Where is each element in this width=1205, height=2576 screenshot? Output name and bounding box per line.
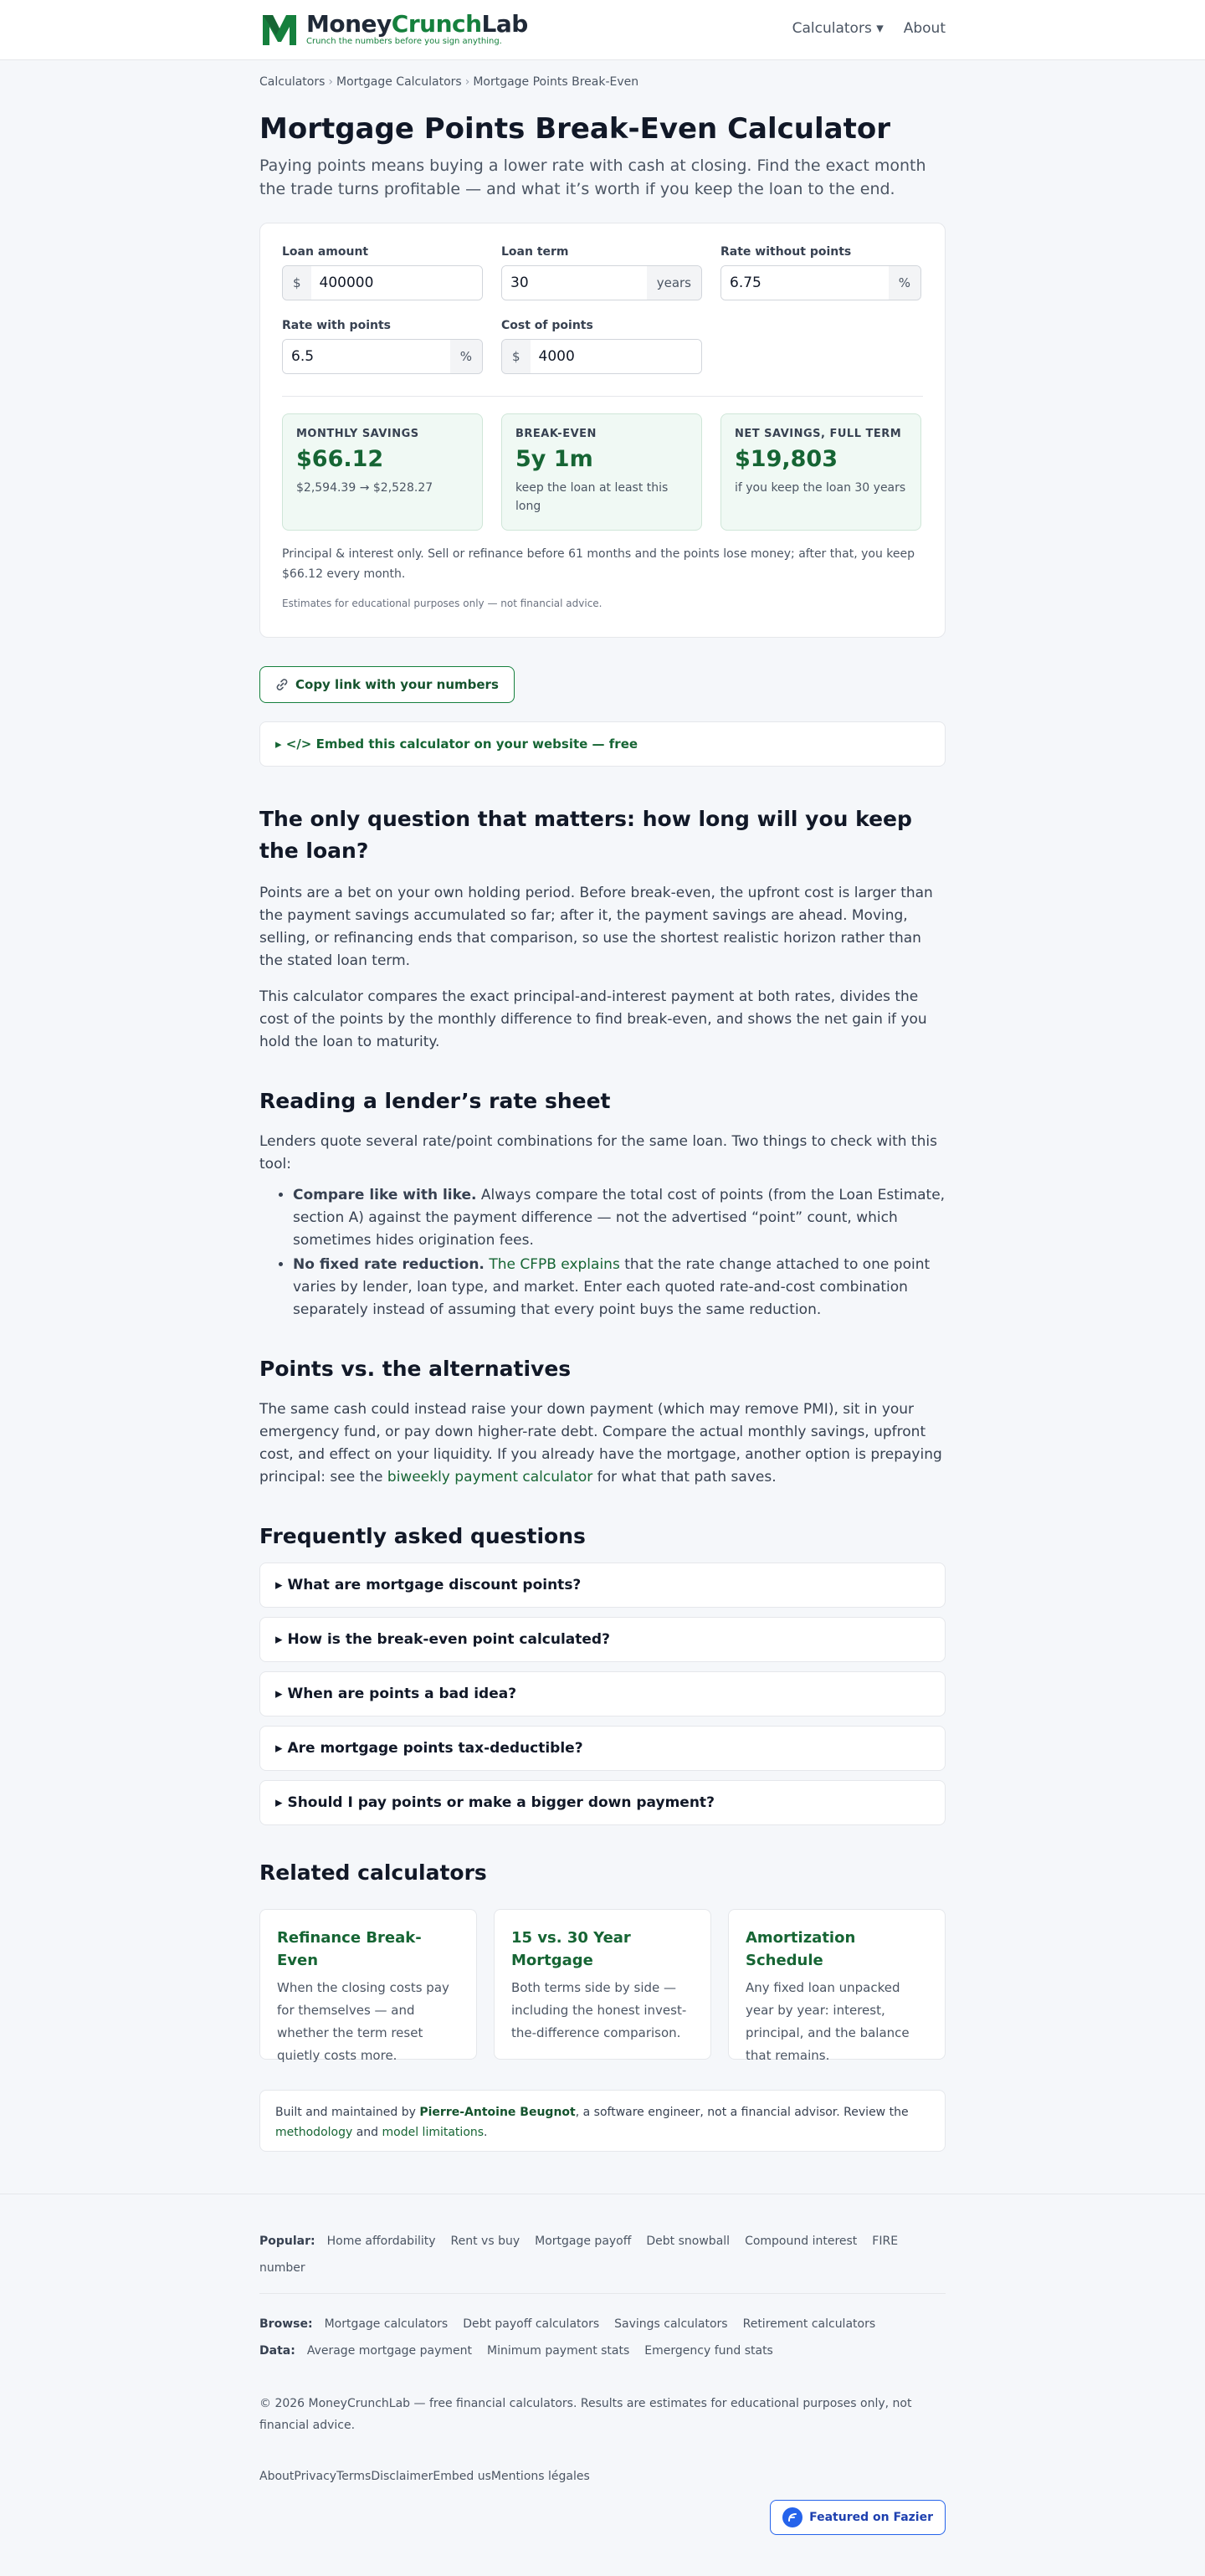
section-heading-alternatives: Points vs. the alternatives: [259, 1357, 572, 1381]
cost-of-points-input[interactable]: [531, 340, 701, 373]
faq-item[interactable]: ▸ When are points a bad idea?: [259, 1671, 946, 1716]
footer-link[interactable]: Savings calculators: [614, 2317, 728, 2331]
section-heading-holding: The only question that matters: how long will you keep the loan?: [259, 807, 912, 863]
nav-calculators-dropdown[interactable]: Calculators ▾: [792, 20, 884, 37]
faq-heading: Frequently asked questions: [259, 1524, 586, 1548]
divider: [282, 396, 923, 397]
footer-link-mentions[interactable]: Mentions légales: [490, 2470, 590, 2483]
list-item: • No fixed rate reduction. The CFPB explains that the rate change attached to one point varies by lender, loan type, and market. Enter each quoted rate-and-cost combination separately instead of assuming that every point buys the same reduction.: [293, 1254, 946, 1321]
model-limitations-link[interactable]: model limitations: [382, 2126, 485, 2139]
loan-term-field: Loan term 30 years: [501, 245, 702, 300]
percent-suffix: %: [889, 266, 920, 300]
fazier-badge[interactable]: Featured on Fazier: [770, 2500, 946, 2535]
cost-of-points-field: Cost of points $ 4000: [501, 319, 702, 374]
brand-tagline: Crunch the numbers before you sign anything.: [306, 37, 502, 46]
loan-amount-input[interactable]: [311, 266, 482, 300]
main-nav: [792, 20, 946, 37]
footer-legal-links: [259, 2470, 946, 2483]
section-heading-rate-sheet: Reading a lender’s rate sheet: [259, 1089, 611, 1113]
footer-link[interactable]: Minimum payment stats: [486, 2344, 630, 2358]
footer-link-terms[interactable]: Terms: [336, 2470, 372, 2483]
faq-item[interactable]: ▸ What are mortgage discount points?: [259, 1563, 946, 1608]
link-icon: [275, 678, 289, 691]
footer-link[interactable]: Debt snowball: [646, 2235, 731, 2248]
related-heading: Related calculators: [259, 1860, 487, 1885]
rate-without-points-input[interactable]: [721, 266, 889, 300]
related-card-refinance[interactable]: Refinance Break-Even When the closing costs pay for themselves — and whether the term reset quietly costs more.: [259, 1909, 477, 2060]
footer-data: Data: Average mortgage payment Minimum payment stats Emergency fund stats: [259, 2344, 773, 2358]
paragraph: Lenders quote several rate/point combinations for the same loan. Two things to check with this tool:: [259, 1133, 937, 1173]
related-card-15-vs-30[interactable]: 15 vs. 30 Year Mortgage Both terms side by side — including the honest invest-the-difference comparison.: [494, 1909, 711, 2060]
calculator-disclaimer: Estimates for educational purposes only — not financial advice.: [282, 598, 602, 609]
footer-link[interactable]: Average mortgage payment: [306, 2344, 472, 2358]
cfpb-link[interactable]: The CFPB explains: [489, 1256, 620, 1273]
breadcrumb-calculators[interactable]: Calculators: [259, 75, 326, 89]
footer-link[interactable]: Retirement calculators: [742, 2317, 876, 2331]
footer-link-about[interactable]: About: [259, 2470, 295, 2483]
break-even-card: BREAK-EVEN 5y 1m keep the loan at least this long: [501, 413, 702, 531]
copy-link-button[interactable]: Copy link with your numbers: [259, 666, 515, 703]
dollar-prefix: $: [283, 266, 311, 300]
paragraph: Points are a bet on your own holding period. Before break-even, the upfront cost is larger than the payment savings accumulated so far; after it, the payment savings are ahead. Moving, selling, or refinancing ends that comparison, so use the shortest realistic horizon rather than the stated loan term.: [259, 885, 933, 969]
monthly-savings-card: MONTHLY SAVINGS $66.12 $2,594.39 → $2,528.27: [282, 413, 483, 531]
rate-with-points-input[interactable]: [283, 340, 450, 373]
site-footer: [0, 2194, 1205, 2572]
results-note: Principal & interest only. Sell or refinance before 61 months and the points lose money; after that, you keep $66.12 every month.: [282, 547, 915, 581]
rate-without-points-field: Rate without points 6.75 %: [720, 245, 921, 300]
loan-amount-field: Loan amount $ 400000: [282, 245, 483, 300]
net-savings-card: NET SAVINGS, FULL TERM $19,803 if you keep the loan 30 years: [720, 413, 921, 531]
footer-link-privacy[interactable]: Privacy: [294, 2470, 337, 2483]
author-link[interactable]: Pierre-Antoine Beugnot: [419, 2106, 576, 2119]
related-card-amortization[interactable]: Amortization Schedule Any fixed loan unpacked year by year: interest, principal, and the balance that remains.: [728, 1909, 946, 2060]
footer-link[interactable]: Emergency fund stats: [644, 2344, 773, 2358]
site-header: [0, 0, 1205, 60]
footer-popular: Popular: Home affordability Rent vs buy Mortgage payoff Debt snowball Compound interest FIRE number: [259, 2235, 899, 2275]
page-title: Mortgage Points Break-Even Calculator: [259, 112, 890, 146]
rate-with-points-field: Rate with points 6.5 %: [282, 319, 483, 374]
dollar-prefix: $: [502, 340, 531, 373]
paragraph: The same cash could instead raise your down payment (which may remove PMI), sit in your emergency fund, or pay down higher-rate debt. Compare the actual monthly savings, upfront cost, and effect on your liquidity. If you already have the mortgage, another option is prepaying principal: see the biweekly payment calculator for what that path saves.: [259, 1401, 942, 1486]
footer-link[interactable]: Mortgage payoff: [535, 2235, 632, 2248]
breadcrumb-mortgage-calculators[interactable]: Mortgage Calculators: [336, 75, 462, 89]
nav-about-link[interactable]: About: [903, 20, 946, 37]
page-lead: Paying points means buying a lower rate with cash at closing. Find the exact month the trade turns profitable — and what it’s worth if you keep the loan to the end.: [259, 157, 926, 198]
paragraph: This calculator compares the exact principal-and-interest payment at both rates, divides the cost of the points by the monthly difference to find break-even, and shows the net gain if you hold the loan to maturity.: [259, 988, 927, 1050]
embed-toggle[interactable]: ▸ </> Embed this calculator on your website — free: [259, 721, 946, 767]
logo-m-icon: [259, 10, 300, 49]
list-item: • Compare like with like. Always compare the total cost of points (from the Loan Estimate, section A) against the payment difference — not the advertised “point” count, which sometimes hides origination fees.: [293, 1184, 946, 1252]
divider: [259, 2293, 946, 2294]
biweekly-calculator-link[interactable]: biweekly payment calculator: [387, 1469, 593, 1486]
related-cards: [259, 1909, 946, 2063]
faq-item[interactable]: ▸ How is the break-even point calculated?: [259, 1617, 946, 1662]
footer-link-disclaimer[interactable]: Disclaimer: [371, 2470, 433, 2483]
calculator-panel: [259, 223, 946, 638]
footer-link[interactable]: Mortgage calculators: [324, 2317, 449, 2331]
fazier-icon: [782, 2507, 802, 2527]
percent-suffix: %: [450, 340, 482, 373]
footer-copyright: © 2026 MoneyCrunchLab — free financial calculators. Results are estimates for educational purposes only, not financial advice.: [259, 2397, 912, 2432]
faq-item[interactable]: ▸ Are mortgage points tax-deductible?: [259, 1726, 946, 1771]
faq-list: [259, 1563, 946, 1825]
footer-link[interactable]: Rent vs buy: [450, 2235, 520, 2248]
years-suffix: years: [647, 266, 701, 300]
footer-link[interactable]: Debt payoff calculators: [463, 2317, 600, 2331]
loan-term-input[interactable]: [502, 266, 647, 300]
tips-list: [259, 1184, 946, 1321]
breadcrumb-current: Mortgage Points Break-Even: [473, 75, 639, 89]
footer-link-embed[interactable]: Embed us: [433, 2470, 491, 2483]
footer-link[interactable]: Home affordability: [326, 2235, 436, 2248]
breadcrumb: Calculators › Mortgage Calculators › Mortgage Points Break-Even: [259, 75, 639, 89]
faq-item[interactable]: ▸ Should I pay points or make a bigger down payment?: [259, 1780, 946, 1825]
methodology-link[interactable]: methodology: [275, 2126, 353, 2139]
footer-link[interactable]: FIRE number: [259, 2235, 899, 2275]
brand-name: MoneyCrunchLab: [306, 10, 528, 38]
footer-link[interactable]: Compound interest: [745, 2235, 858, 2248]
site-logo[interactable]: [259, 10, 528, 49]
author-box: Built and maintained by Pierre-Antoine Beugnot, a software engineer, not a financial advisor. Review the methodology and model limitations.: [259, 2090, 946, 2152]
footer-browse: Browse: Mortgage calculators Debt payoff calculators Savings calculators Retirement calculators: [259, 2317, 876, 2331]
